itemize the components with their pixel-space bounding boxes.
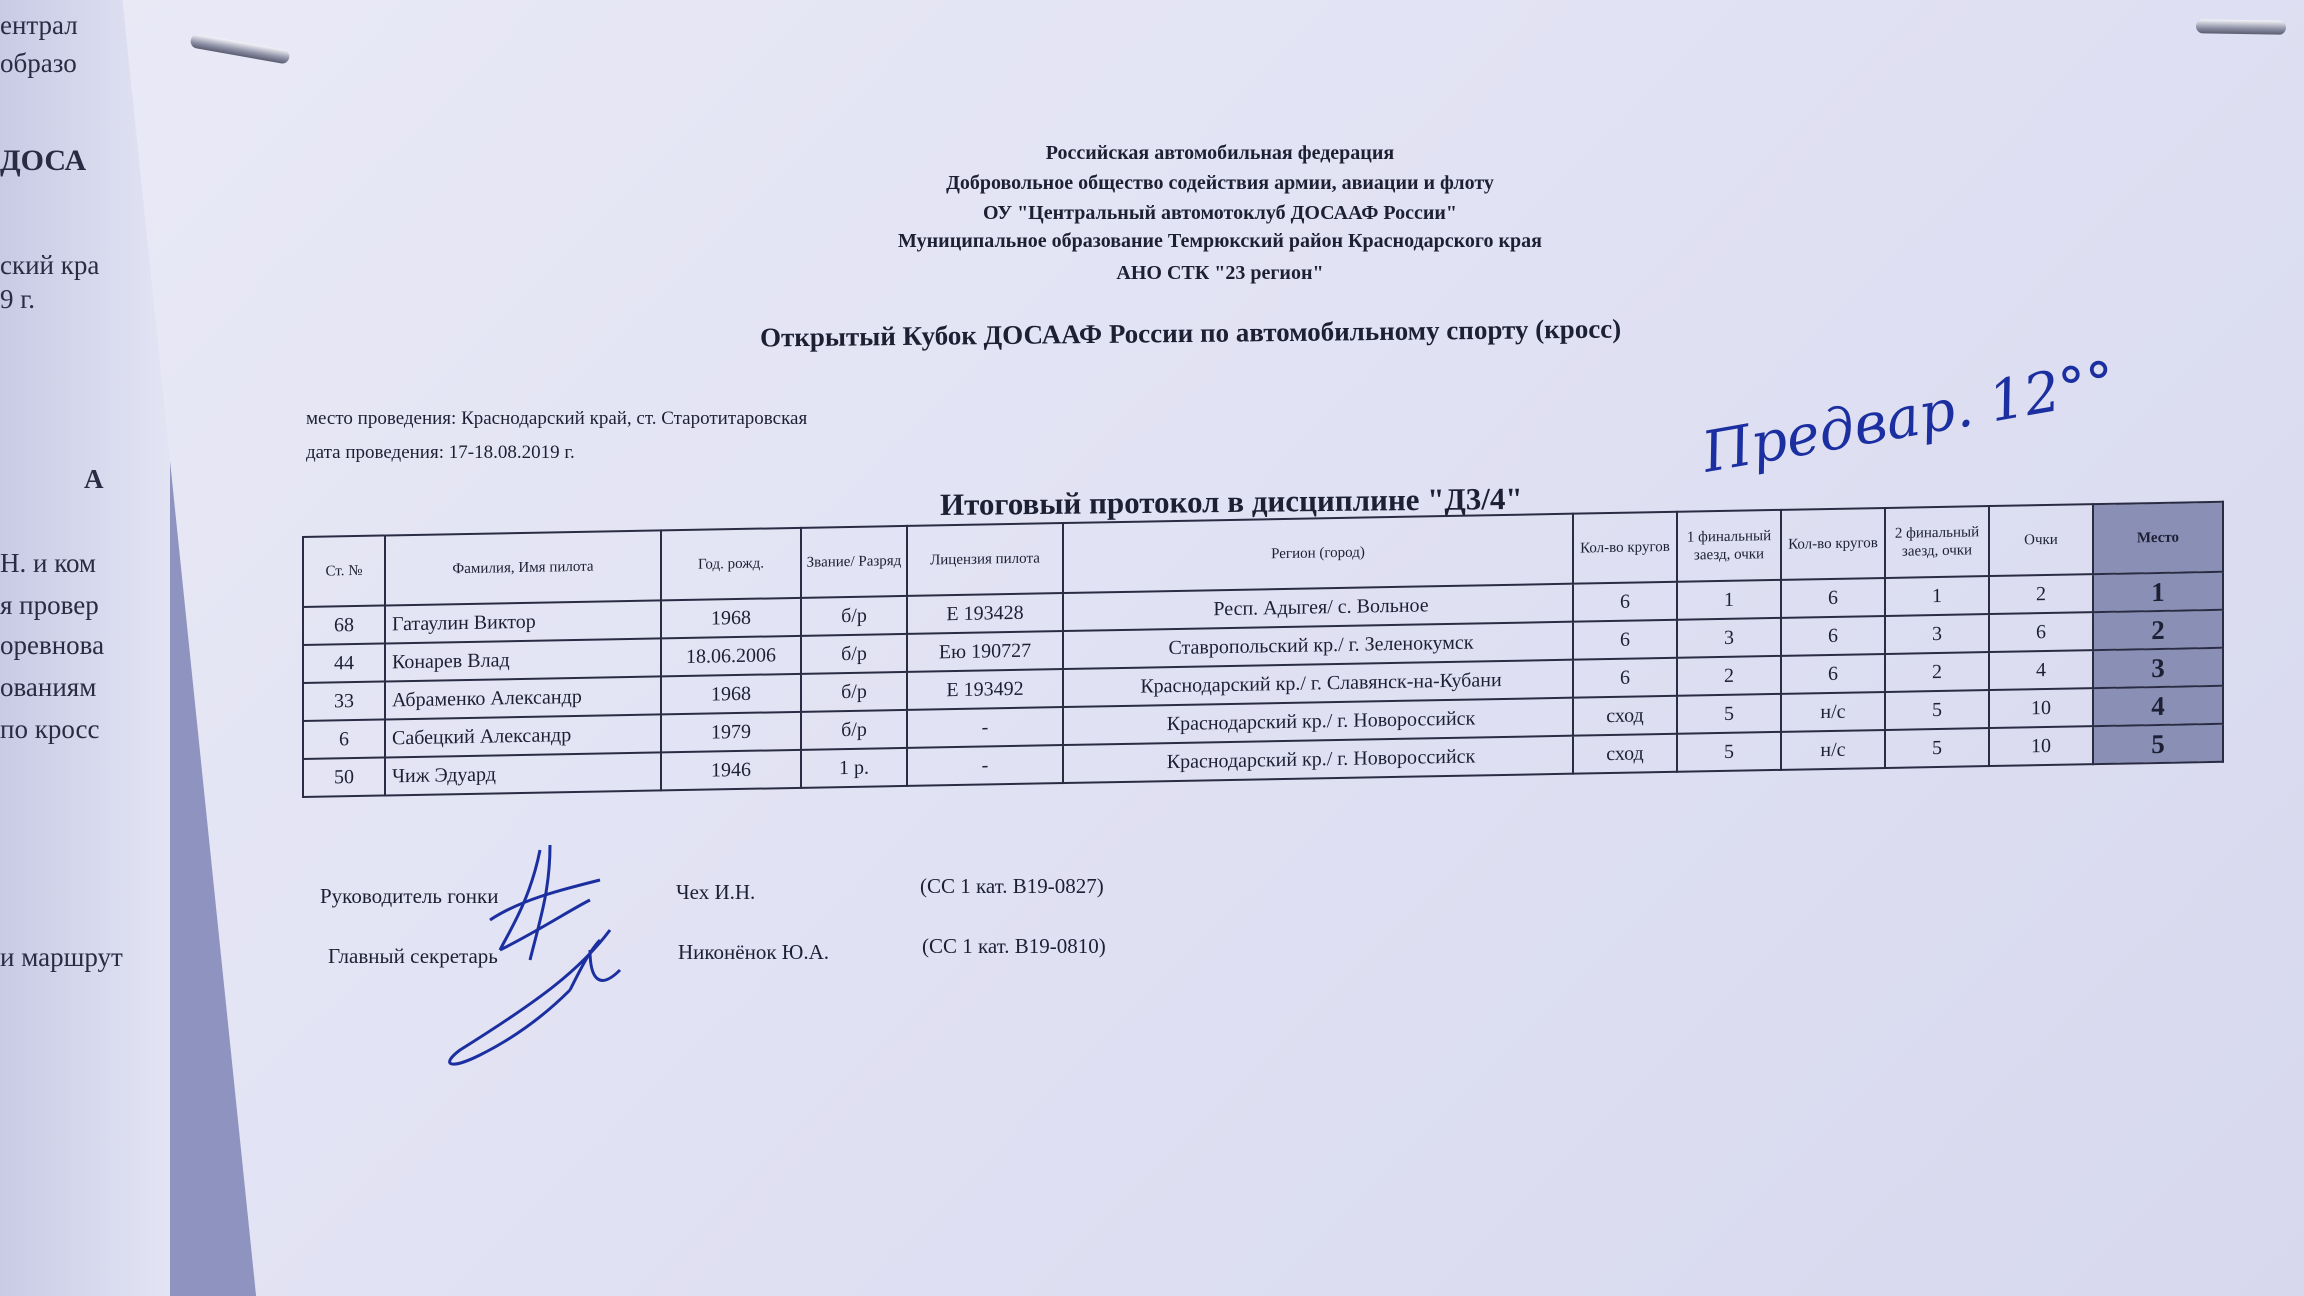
cell-region: Краснодарский кр./ г. Новороссийск — [1063, 736, 1573, 783]
signature-role: Главный секретарь — [328, 944, 498, 968]
cell-laps2: 6 — [1781, 578, 1885, 618]
cell-rank: б/р — [801, 710, 907, 750]
background-fragment: 9 г. — [0, 284, 36, 314]
header-line: Российская автомобильная федерация — [1045, 142, 1395, 164]
cell-final1: 5 — [1677, 694, 1781, 734]
cell-name: Конарев Влад — [385, 638, 661, 681]
cell-license: Е 193428 — [907, 593, 1063, 634]
competition-title: Открытый Кубок ДОСААФ России по автомобильному спорту (кросс) — [759, 313, 1622, 353]
cell-year: 1979 — [661, 712, 801, 753]
background-fragment: ованиям — [0, 672, 97, 702]
results-table-wrap — [302, 501, 2222, 798]
col-header-laps-1: Кол-во кругов — [1573, 512, 1677, 584]
background-fragment: ДОСА — [0, 144, 87, 177]
signature-stroke — [450, 930, 620, 1064]
background-fragment: по кросс — [0, 714, 100, 744]
cell-laps2: н/с — [1781, 730, 1885, 770]
cell-license: - — [907, 707, 1063, 748]
cell-year: 18.06.2006 — [661, 636, 801, 677]
col-header-final-2: 2 финальный заезд, очки — [1885, 506, 1989, 578]
background-fragment: ский кра — [0, 250, 100, 280]
cell-final2: 1 — [1885, 576, 1989, 616]
cell-name: Гатаулин Виктор — [385, 600, 661, 643]
col-header-region: Регион (город) — [1063, 514, 1573, 593]
results-table — [302, 501, 2224, 798]
cell-points: 10 — [1989, 688, 2093, 728]
staple — [2196, 19, 2286, 35]
background-fragment: ентрал — [0, 10, 78, 40]
cell-rank: б/р — [801, 596, 907, 636]
col-header-license: Лицензия пилота — [907, 523, 1063, 596]
header-line: АНО СТК "23 регион" — [1116, 262, 1324, 284]
cell-place: 2 — [2093, 610, 2223, 650]
background-fragment: оревнова — [0, 630, 105, 660]
cell-final1: 5 — [1677, 732, 1781, 772]
cell-points: 10 — [1989, 726, 2093, 766]
cell-region: Ставропольский кр./ г. Зеленокумск — [1063, 622, 1573, 669]
cell-num: 50 — [303, 757, 385, 797]
cell-laps1: 6 — [1573, 582, 1677, 622]
cell-laps1: сход — [1573, 734, 1677, 774]
cell-laps2: н/с — [1781, 692, 1885, 732]
background-fragment: Н. и ком — [0, 548, 97, 578]
cell-final1: 2 — [1677, 656, 1781, 696]
cell-laps1: сход — [1573, 696, 1677, 736]
background-fragment: я провер — [0, 590, 99, 620]
cell-region: Респ. Адыгея/ с. Вольное — [1063, 584, 1573, 631]
cell-laps1: 6 — [1573, 658, 1677, 698]
cell-laps2: 6 — [1781, 616, 1885, 656]
cell-region: Краснодарский кр./ г. Славянск-на-Кубани — [1063, 660, 1573, 707]
cell-points: 4 — [1989, 650, 2093, 690]
protocol-title: Итоговый протокол в дисциплине "Д3/4" — [939, 480, 1523, 523]
cell-points: 6 — [1989, 612, 2093, 652]
background-fragment: А — [84, 464, 104, 494]
col-header-rank: Звание/ Разряд — [801, 526, 907, 598]
signature-name: Чех И.Н. — [676, 880, 756, 904]
cell-region: Краснодарский кр./ г. Новороссийск — [1063, 698, 1573, 745]
cell-license: - — [907, 745, 1063, 786]
col-header-name: Фамилия, Имя пилота — [385, 530, 661, 605]
cell-place: 4 — [2093, 686, 2223, 726]
col-header-laps-2: Кол-во кругов — [1781, 508, 1885, 580]
cell-num: 33 — [303, 681, 385, 721]
col-header-place: Место — [2093, 502, 2223, 574]
handwritten-note: Предвар. 12°° — [1697, 349, 2121, 486]
col-header-number: Ст. № — [303, 535, 385, 607]
cell-num: 68 — [303, 605, 385, 645]
cell-final2: 3 — [1885, 614, 1989, 654]
event-date: дата проведения: 17-18.08.2019 г. — [306, 442, 575, 463]
cell-license: Е 193492 — [907, 669, 1063, 710]
signature-name: Никонёнок Ю.А. — [678, 940, 830, 964]
cell-final2: 5 — [1885, 728, 1989, 768]
header-line: ОУ "Центральный автомотоклуб ДОСААФ России" — [982, 202, 1458, 224]
background-fragment: и маршрут — [0, 942, 123, 972]
cell-final2: 2 — [1885, 652, 1989, 692]
venue: место проведения: Краснодарский край, ст. Старотитаровская — [306, 408, 808, 429]
col-header-points: Очки — [1989, 504, 2093, 576]
cell-laps1: 6 — [1573, 620, 1677, 660]
cell-num: 44 — [303, 643, 385, 683]
cell-name: Чиж Эдуард — [385, 752, 661, 795]
cell-year: 1968 — [661, 674, 801, 715]
col-header-birth-year: Год. рожд. — [661, 528, 801, 601]
cell-final1: 1 — [1677, 580, 1781, 620]
cell-num: 6 — [303, 719, 385, 759]
signature-category: (СС 1 кат. В19-0810) — [922, 934, 1106, 958]
cell-name: Абраменко Александр — [385, 676, 661, 719]
handwritten-signature — [440, 840, 680, 1080]
cell-laps2: 6 — [1781, 654, 1885, 694]
cell-place: 5 — [2093, 724, 2223, 764]
background-fragment: образо — [0, 48, 77, 78]
cell-year: 1946 — [661, 750, 801, 791]
header-line: Муниципальное образование Темрюкский район Краснодарского края — [898, 230, 1542, 252]
cell-rank: б/р — [801, 634, 907, 674]
cell-rank: 1 р. — [801, 748, 907, 788]
cell-year: 1968 — [661, 598, 801, 639]
header-line: Добровольное общество содействия армии, авиации и флоту — [946, 172, 1494, 194]
cell-rank: б/р — [801, 672, 907, 712]
cell-license: Ею 190727 — [907, 631, 1063, 672]
signature-stroke — [490, 845, 600, 960]
col-header-final-1: 1 финальный заезд, очки — [1677, 510, 1781, 582]
cell-place: 1 — [2093, 572, 2223, 612]
cell-name: Сабецкий Александр — [385, 714, 661, 757]
cell-points: 2 — [1989, 574, 2093, 614]
cell-final1: 3 — [1677, 618, 1781, 658]
cell-final2: 5 — [1885, 690, 1989, 730]
cell-place: 3 — [2093, 648, 2223, 688]
signature-role: Руководитель гонки — [320, 884, 499, 908]
signature-category: (СС 1 кат. В19-0827) — [920, 874, 1104, 898]
